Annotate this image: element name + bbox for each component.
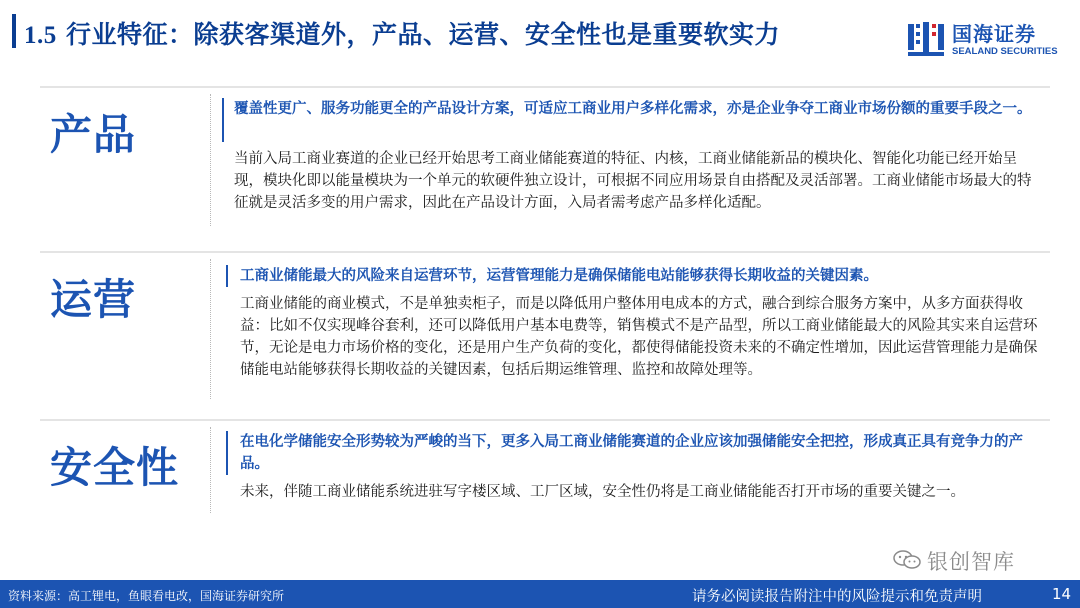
footer-disclaimer: 请务必阅读报告附注中的风险提示和免责声明 — [692, 589, 982, 605]
section-dotted-divider — [210, 259, 211, 399]
section-key-point: 在电化学储能安全形势较为严峻的当下，更多入局工商业储能赛道的企业应该加强储能安全把控，形成真正具有竞争力的产品。 — [240, 434, 1023, 472]
section-key-point: 工商业储能最大的风险来自运营环节，运营管理能力是确保储能电站能够获得长期收益的关键因素。 — [240, 268, 878, 284]
slide-title — [24, 15, 780, 51]
wechat-icon — [893, 550, 921, 570]
key-point-bar — [226, 431, 228, 475]
section-safety — [40, 419, 1050, 519]
section-operation — [40, 251, 1050, 411]
title-text: 行业特征：除获客渠道外，产品、运营、安全性也是重要软实力 — [56, 20, 780, 49]
key-point-bar — [226, 265, 228, 287]
section-dotted-divider — [210, 94, 211, 226]
footer-source: 资料来源：高工锂电，鱼眼看电改，国海证券研究所 — [8, 589, 285, 603]
section-divider-line — [40, 86, 1050, 88]
title-number: 1.5 — [24, 22, 57, 49]
section-product — [40, 86, 1050, 236]
logo-english-name: SEALAND SECURITIES — [952, 46, 1058, 57]
company-logo — [906, 18, 1066, 64]
section-divider-line — [40, 251, 1050, 253]
title-accent-bar — [12, 14, 16, 48]
section-body-text: 当前入局工商业赛道的企业已经开始思考工商业储能赛道的特征、内核，工商业储能新品的模块化、智能化功能已经开始呈现，模块化即以能量模块为一个单元的软硬件独立设计，可根据不同应用场景自由搭配及灵活部署。工商业储能市场最大的特征就是灵活多变的用户需求，因此在产品设计方面，入局者需考虑产品多样化适配。 — [234, 151, 1032, 211]
section-body-text: 未来，伴随工商业储能系统进驻写字楼区域、工厂区域，安全性仍将是工商业储能能否打开市场的重要关键之一。 — [240, 484, 965, 500]
slide-footer — [0, 580, 1080, 608]
section-key-point: 覆盖性更广、服务功能更全的产品设计方案，可适应工商业用户多样化需求，亦是企业争夺工商业市场份额的重要手段之一。 — [234, 101, 1032, 117]
section-label: 运营 — [50, 275, 137, 324]
section-divider-line — [40, 419, 1050, 421]
slide-header — [0, 0, 1080, 62]
section-dotted-divider — [210, 427, 211, 513]
page-number: 14 — [1052, 585, 1072, 603]
watermark-text: 银创智库 — [927, 550, 1015, 574]
section-label: 产品 — [50, 110, 137, 159]
logo-chinese-name: 国海证券 — [952, 22, 1036, 46]
section-body-text: 工商业储能的商业模式，不是单独卖柜子，而是以降低用户整体用电成本的方式，融合到综合服务方案中，从多方面获得收益：比如不仅实现峰谷套利，还可以降低用户基本电费等，销售模式不是产品型，所以工商业储能最大的风险其实来自运营环节，无论是电力市场价格的变化，还是用户生产负荷的变化，都使得储能投资未来的不确定性增加，因此运营管理能力是确保储能电站能够获得长期收益的关键因素，包括后期运维管理、监控和故障处理等。 — [240, 296, 1038, 378]
wechat-watermark — [893, 546, 1043, 574]
sealand-logo-icon — [906, 18, 946, 58]
key-point-bar — [222, 98, 224, 142]
section-label: 安全性 — [50, 443, 180, 492]
